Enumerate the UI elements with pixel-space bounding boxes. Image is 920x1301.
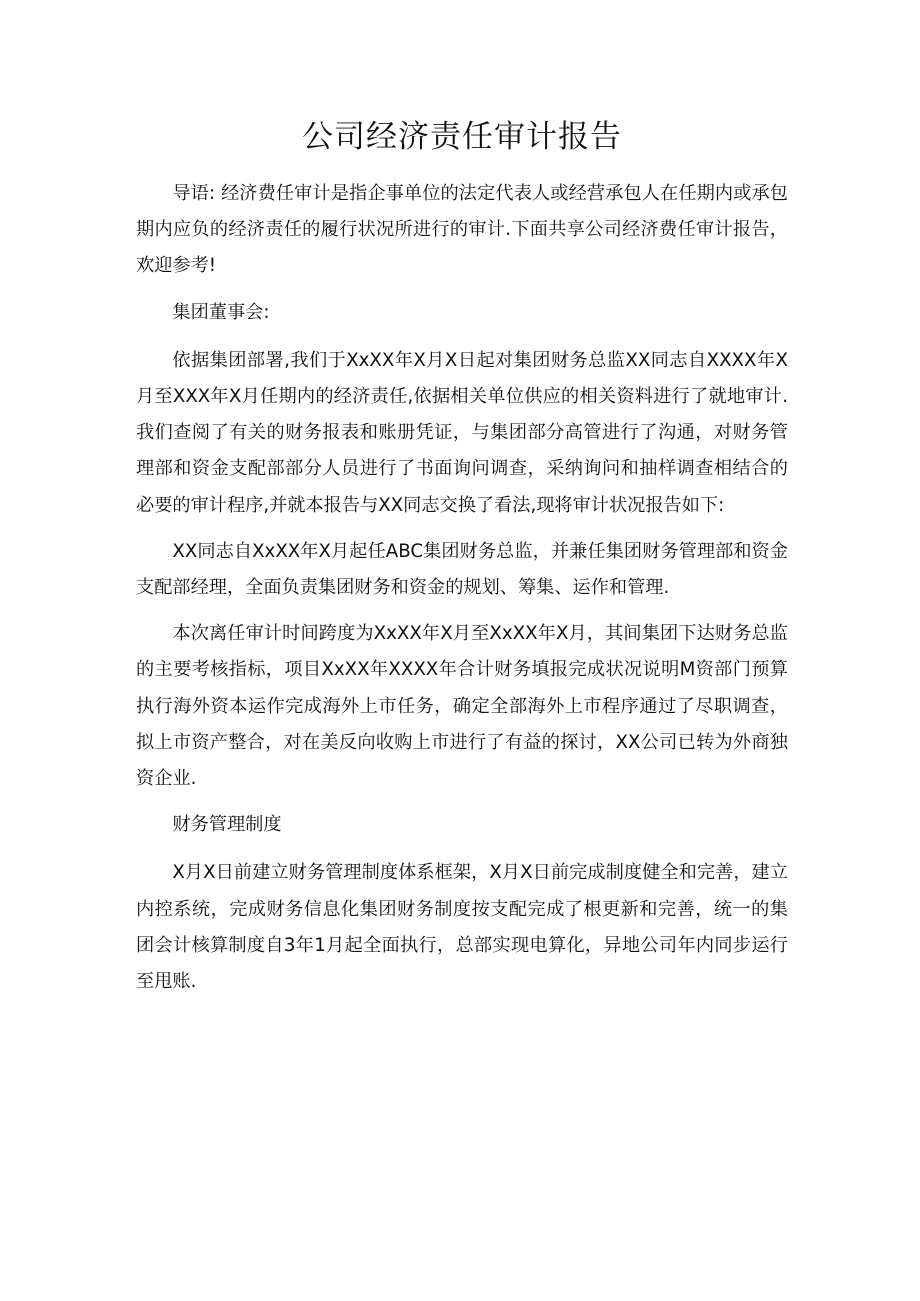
financial-system-paragraph: X月X日前建立财务管理制度体系框架，X月X日前完成制度健全和完善，建立内控系统，完成财务信息化集团财务制度按支配完成了根更新和完善，统一的集团会计核算制度自3年1月起全面执行，总部实现电算化，异地公司年内同步运行至甩账. [136, 862, 788, 993]
audit-period-paragraph: 本次离任审计时间跨度为XxXX年X月至XxXX年X月，其间集团下达财务总监的主要考核指标，项目XxXX年XXXX年合计财务填报完成状况说明M资部门预算执行海外资本运作完成海外上市任务，确定全部海外上市程序通过了尽职调查，拟上市资产整合，对在美反向收购上市进行了有益的探讨，XX公司已转为外商独资企业. [136, 623, 788, 790]
document-page [136, 112, 788, 1010]
appointment-paragraph: XX同志自XxXX年X月起任ABC集团财务总监，并兼任集团财务管理部和资金支配部经理，全面负责集团财务和资金的规划、筹集、运作和管理. [136, 540, 788, 599]
document-title: 公司经济责任审计报告 [302, 119, 622, 155]
salutation: 集团董事会: [172, 301, 270, 323]
audit-scope-paragraph: 依据集团部署,我们于XxXX年X月X日起对集团财务总监XX同志自XXXX年X月至XXX年X月任期内的经济责任,依据相关单位供应的相关资料进行了就地审计.我们查阅了有关的财务报表和账册凭证，与集团部分高管进行了沟通，对财务管理部和资金支配部部分人员进行了书面询问调查，采纳询问和抽样调查相结合的必要的审计程序,并就本报告与XX同志交换了看法,现将审计状况报告如下: [136, 349, 788, 516]
section-heading-financial-management: 财务管理制度 [172, 814, 282, 836]
intro-paragraph: 导语: 经济费任审计是指企事单位的法定代表人或经营承包人在任期内或承包期内应负的经济责任的履行状况所进行的审计.下面共享公司经济费任审计报告，欢迎参考! [136, 183, 788, 277]
